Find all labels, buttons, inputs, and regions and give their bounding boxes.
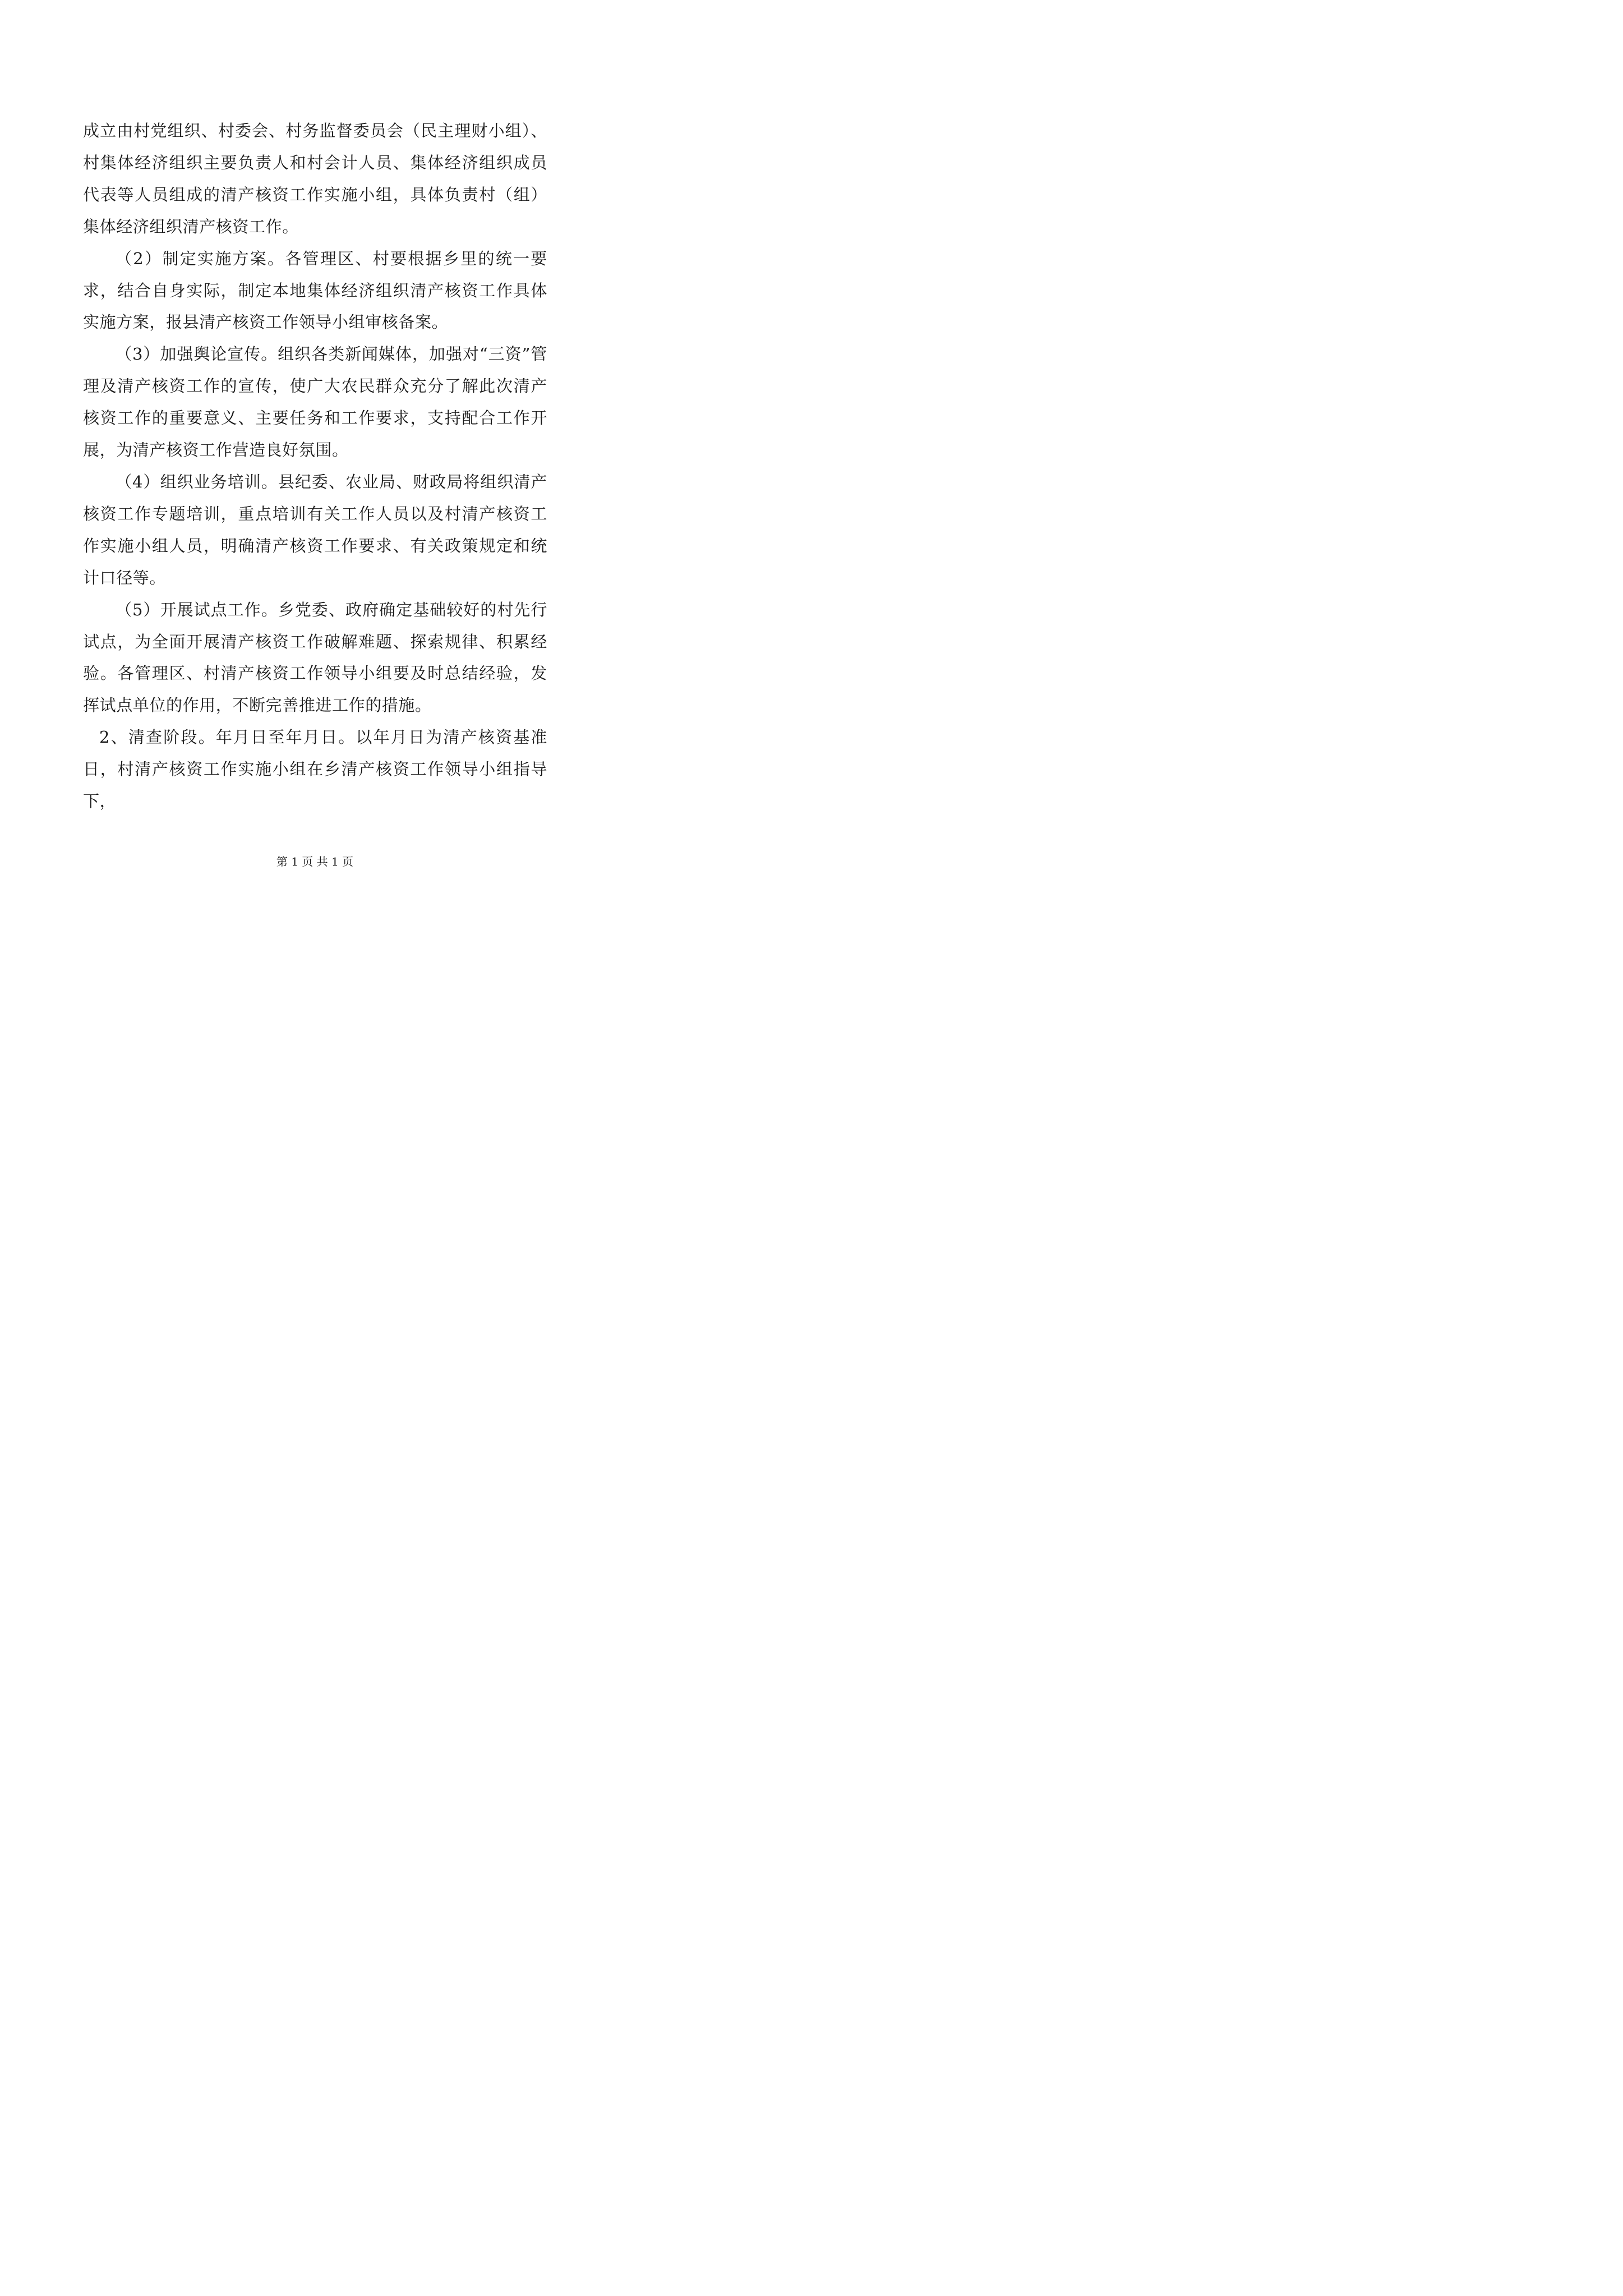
paragraph-continuation: 成立由村党组织、村委会、村务监督委员会（民主理财小组）、村集体经济组织主要负责人和村会计人员、集体经济组织成员代表等人员组成的清产核资工作实施小组，具体负责村（组）集体经济组织清产核资工作。	[83, 121, 547, 236]
document-body	[83, 115, 547, 817]
document-page	[0, 0, 630, 890]
page-footer: 第 1 页 共 1 页	[276, 855, 354, 868]
paragraph-publicity: （3）加强舆论宣传。组织各类新闻媒体，加强对“三资”管理及清产核资工作的宣传，使广大农民群众充分了解此次清产核资工作的重要意义、主要任务和工作要求，支持配合工作开展，为清产核资工作营造良好氛围。	[83, 344, 547, 460]
paragraph-inspection-stage: 2、清查阶段。年月日至年月日。以年月日为清产核资基准日，村清产核资工作实施小组在乡清产核资工作领导小组指导下，	[83, 728, 547, 811]
paragraph-pilot: （5）开展试点工作。乡党委、政府确定基础较好的村先行试点，为全面开展清产核资工作破解难题、探索规律、积累经验。各管理区、村清产核资工作领导小组要及时总结经验，发挥试点单位的作用，不断完善推进工作的措施。	[83, 600, 547, 715]
paragraph-training: （4）组织业务培训。县纪委、农业局、财政局将组织清产核资工作专题培训，重点培训有关工作人员以及村清产核资工作实施小组人员，明确清产核资工作要求、有关政策规定和统计口径等。	[83, 472, 547, 587]
paragraph-implementation-plan: （2）制定实施方案。各管理区、村要根据乡里的统一要求，结合自身实际，制定本地集体经济组织清产核资工作具体实施方案，报县清产核资工作领导小组审核备案。	[83, 249, 547, 332]
